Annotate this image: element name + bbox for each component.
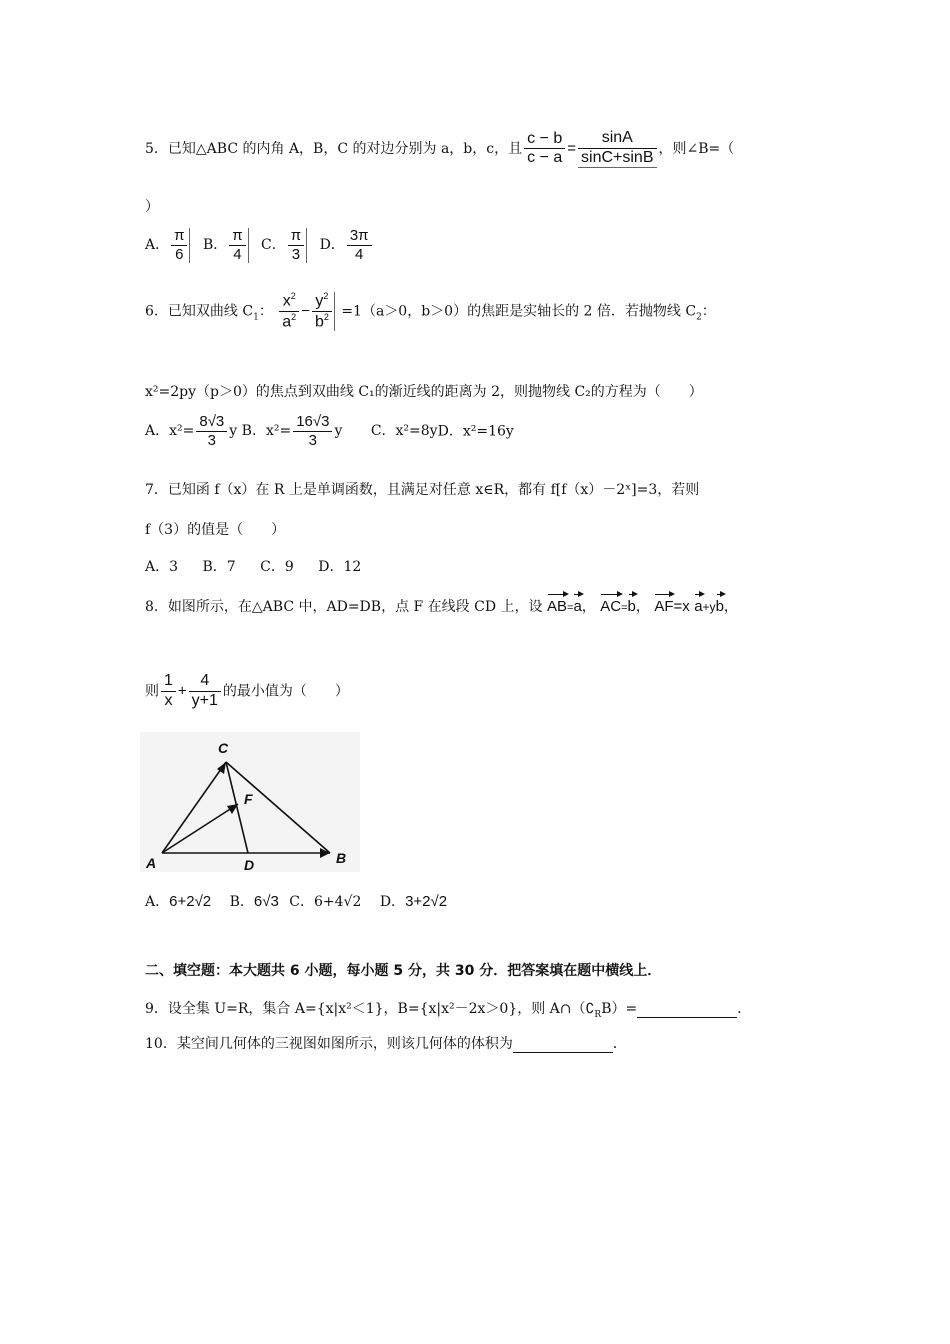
q6-option-b: B．x²= $\frac{16√3}{3}$ y [241,413,343,449]
q8-line2: 则 $\frac{1}{x}$ + $\frac{4}{y+1}$ 的最小值为（ ） [145,672,349,709]
q8-line1: 8．如图所示，在△ABC 中，AD=DB，点 F 在线段 CD 上，设 AB=a， AC=b， AF=x a+yb， [145,592,738,616]
vector-b: b [628,592,636,615]
q6-options [145,414,514,449]
vector-ab: AB [547,592,567,615]
q8-option-b: B．6√3 [229,893,279,910]
q7-line2: f（3）的值是（ ） [145,522,286,538]
vector-a: a [573,592,581,615]
q7-option-d: D．12 [318,559,362,575]
q6-hyperbola-x-term: $\frac{x^2}{a^2}$ [279,292,299,331]
q8-option-a: A．6+2√2 [145,893,212,910]
q8-option-d: D．3+2√2 [379,893,448,910]
q5-line1: 5．已知△ABC 的内角 A，B，C 的对边分别为 a，b，c，且 $\frac{c - b}{c - a}$ = $\frac{\sin A}{\sin C+\sin B}$ ，则∠B=（ [145,129,735,167]
q6-line1: 6．已知双曲线 $C_1$： $\frac{x^2}{a^2}$ − $\frac{y^2}{b^2}$ =1（a＞0，b＞0）的焦距是实轴长的 2 倍．若抛物线 $C_2$： [145,291,716,331]
q10-line: 10．某空间几何体的三视图如图所示，则该几何体的体积为 ． [145,1036,627,1052]
label-d: D [244,857,255,872]
label-c: C [218,740,229,756]
q5-option-c: C． $\frac{\pi}{3}$ [261,237,309,253]
q5-option-a: A． $\frac{\pi}{6}$ [145,237,192,253]
q7-options [145,556,361,576]
q8-options [145,891,447,911]
q7-option-a: A．3 [145,559,179,575]
q7-line1: 7．已知函 f（x）在 R 上是单调函数，且满足对任意 x∈R，都有 f[f（x）－2ˣ]=3，若则 [145,482,700,498]
label-a: A [146,855,157,871]
q6-hyperbola-y-term: $\frac{y^2}{b^2}$ [312,292,335,331]
q8-triangle-figure [140,732,360,872]
q6-option-a: A．x²= $\frac{8√3}{3}$ y [145,413,238,449]
label-f: F [244,791,253,807]
q5-text: 5．已知△ABC 的内角 A，B，C 的对边分别为 a，b，c，且 [145,140,523,157]
q10-answer-blank[interactable] [513,1036,613,1053]
q6-option-c: C．x²=8y [370,423,438,440]
q6-option-d: D．x²=16y [437,423,514,440]
q5-options [145,228,374,263]
section2-heading: 二、填空题：本大题共 6 小题，每小题 5 分，共 30 分．把答案填在题中横线上． [145,963,662,979]
q9-line: 9．设全集 U=R，集合 A={x|x²＜1}，B={x|x²－2x＞0}，则 $A\cap(∁_RB)=$ ． [145,1001,752,1020]
label-b: B [336,850,347,866]
q8-fraction-1: $\frac{1}{x}$ [161,673,176,710]
q8-option-c: C．6+4√2 [289,894,362,910]
vector-b-2: b [716,592,724,615]
q7-option-b: B．7 [202,559,236,575]
q5-option-d: D． $\frac{3\pi}{4}$ [320,237,374,253]
q7-option-c: C．9 [260,559,294,575]
vector-a-2: a [694,592,702,615]
q5-line2: ） [145,199,159,215]
q8-fraction-2: $\frac{4}{y+1}$ [189,673,221,710]
q6-line2: x²=2py（p＞0）的焦点到双曲线 C₁的渐近线的距离为 2，则抛物线 C₂的方程为（ ） [145,384,703,400]
vector-ac: AC [600,592,621,615]
q5-fraction-right: $\frac{\sin A}{\sin C+\sin B}$ [578,130,656,168]
q5-fraction-left: $\frac{c - b}{c - a}$ [524,131,565,168]
q9-answer-blank[interactable] [637,1001,737,1018]
vector-af: AF [654,592,673,615]
q5-option-b: B． $\frac{\pi}{4}$ [203,237,251,253]
